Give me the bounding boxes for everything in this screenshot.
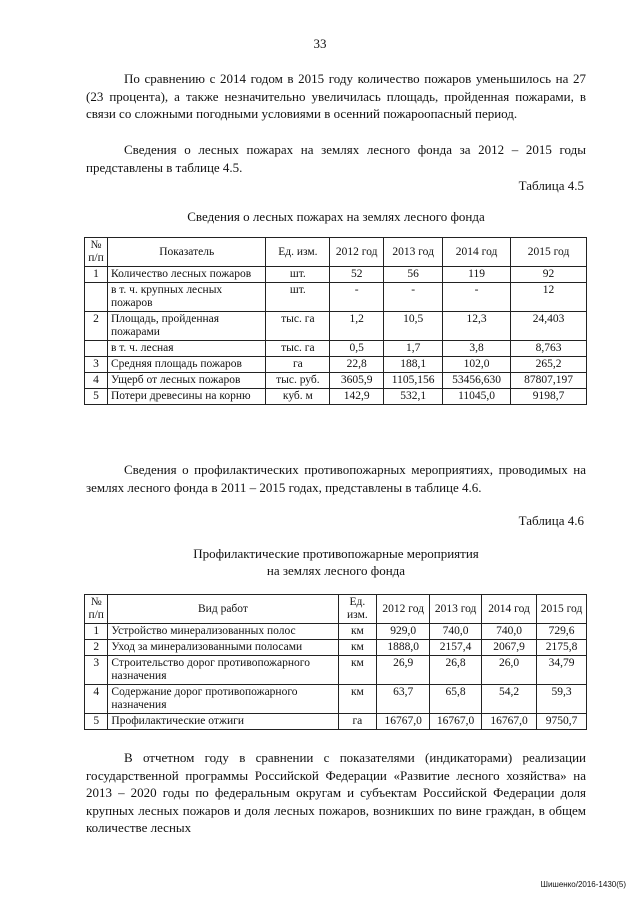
table-row — [85, 624, 587, 640]
value-2013-cell: 16767,0 — [430, 714, 482, 730]
header-work-type: Вид работ — [108, 595, 338, 624]
value-2015-cell: 87807,197 — [511, 373, 587, 389]
value-2014-cell: 740,0 — [482, 624, 537, 640]
paragraph-table-4-5-intro: Сведения о лесных пожарах на землях лесного фонда за 2012 – 2015 годы представлены в таблице 4.5. — [86, 142, 586, 175]
value-2012-cell: - — [330, 283, 384, 312]
table-row — [85, 640, 587, 656]
value-2015-cell: 12 — [511, 283, 587, 312]
value-2014-cell: 102,0 — [443, 357, 511, 373]
value-2013-cell: 2157,4 — [430, 640, 482, 656]
table-row — [85, 389, 587, 405]
row-num-cell: 5 — [85, 714, 108, 730]
value-2014-cell: - — [443, 283, 511, 312]
table-row — [85, 341, 587, 357]
value-2015-cell: 265,2 — [511, 357, 587, 373]
row-name-cell: Средняя площадь пожаров — [107, 357, 266, 373]
row-num-cell: 1 — [85, 267, 108, 283]
value-2013-cell: 1,7 — [384, 341, 443, 357]
row-name-cell: Количество лесных пожаров — [107, 267, 266, 283]
table-row — [85, 312, 587, 341]
value-2015-cell: 729,6 — [537, 624, 587, 640]
row-num-cell: 3 — [85, 357, 108, 373]
value-2014-cell: 26,0 — [482, 656, 537, 685]
page-number: 33 — [313, 36, 327, 51]
value-2013-cell: 26,8 — [430, 656, 482, 685]
value-2015-cell: 9750,7 — [537, 714, 587, 730]
value-2015-cell: 2175,8 — [537, 640, 587, 656]
paragraph-program-indicators: В отчетном году в сравнении с показателями (индикаторами) реализации государственной программы Российской Федерации «Развитие лесного хозяйства» на 2013 – 2020 годы по федеральным округам и субъектам Российской Федерации доля крупных лесных пожаров и доля лесных пожаров, возникших по вине граждан, в общем количестве лесных — [86, 750, 586, 835]
table-row — [85, 714, 587, 730]
row-name-cell: Потери древесины на корню — [107, 389, 266, 405]
value-2014-cell: 3,8 — [443, 341, 511, 357]
row-name-cell: Уход за минерализованными полосами — [108, 640, 338, 656]
value-2012-cell: 142,9 — [330, 389, 384, 405]
row-unit-cell: га — [266, 357, 330, 373]
table-row — [85, 373, 587, 389]
row-name-cell: Устройство минерализованных полос — [108, 624, 338, 640]
row-num-cell — [85, 341, 108, 357]
table-4-6-label: Таблица 4.6 — [518, 513, 584, 528]
table-row — [85, 283, 587, 312]
value-2015-cell: 34,79 — [537, 656, 587, 685]
value-2012-cell: 63,7 — [377, 685, 430, 714]
row-num-cell: 4 — [85, 685, 108, 714]
row-num-cell: 3 — [85, 656, 108, 685]
value-2014-cell: 16767,0 — [482, 714, 537, 730]
value-2012-cell: 0,5 — [330, 341, 384, 357]
header-2014: 2014 год — [482, 595, 537, 624]
value-2012-cell: 16767,0 — [377, 714, 430, 730]
value-2014-cell: 119 — [443, 267, 511, 283]
value-2013-cell: 740,0 — [430, 624, 482, 640]
forest-fires-table — [84, 237, 587, 405]
table-4-5-label: Таблица 4.5 — [518, 178, 584, 193]
row-num-cell: 4 — [85, 373, 108, 389]
value-2015-cell: 8,763 — [511, 341, 587, 357]
value-2015-cell: 59,3 — [537, 685, 587, 714]
value-2015-cell: 92 — [511, 267, 587, 283]
header-indicator: Показатель — [107, 238, 266, 267]
value-2013-cell: 56 — [384, 267, 443, 283]
table-header-row — [85, 238, 587, 267]
table-row — [85, 685, 587, 714]
header-2013: 2013 год — [430, 595, 482, 624]
row-name-cell: Ущерб от лесных пожаров — [107, 373, 266, 389]
row-num-cell: 2 — [85, 640, 108, 656]
row-num-cell — [85, 283, 108, 312]
fire-prevention-table — [84, 594, 587, 730]
table-row — [85, 267, 587, 283]
value-2015-cell: 24,403 — [511, 312, 587, 341]
paragraph-fires-comparison: По сравнению с 2014 годом в 2015 году количество пожаров уменьшилось на 27 (23 процента), а также незначительно увеличилась площадь, пройденная пожарами, в связи со сложными погодными условиями в осенний пожароопасный период. — [86, 71, 586, 121]
row-name-cell: Профилактические отжиги — [108, 714, 338, 730]
value-2013-cell: - — [384, 283, 443, 312]
header-unit: Ед. изм. — [266, 238, 330, 267]
row-name-cell: в т. ч. крупных лесных пожаров — [107, 283, 266, 312]
value-2013-cell: 10,5 — [384, 312, 443, 341]
row-unit-cell: км — [338, 640, 377, 656]
row-name-cell: Площадь, пройденная пожарами — [107, 312, 266, 341]
table-row — [85, 656, 587, 685]
paragraph-table-4-6-intro: Сведения о профилактических противопожарных мероприятиях, проводимых на землях лесного фонда в 2011 – 2015 годах, представлены в таблице 4.6. — [86, 462, 586, 495]
value-2012-cell: 26,9 — [377, 656, 430, 685]
table-4-5-title: Сведения о лесных пожарах на землях лесного фонда — [187, 209, 485, 224]
header-num: № п/п — [85, 595, 108, 624]
value-2013-cell: 188,1 — [384, 357, 443, 373]
value-2015-cell: 9198,7 — [511, 389, 587, 405]
row-unit-cell: км — [338, 624, 377, 640]
value-2014-cell: 12,3 — [443, 312, 511, 341]
value-2012-cell: 929,0 — [377, 624, 430, 640]
row-name-cell: в т. ч. лесная — [107, 341, 266, 357]
value-2012-cell: 1888,0 — [377, 640, 430, 656]
row-num-cell: 1 — [85, 624, 108, 640]
value-2013-cell: 1105,156 — [384, 373, 443, 389]
header-2013: 2013 год — [384, 238, 443, 267]
table-row — [85, 357, 587, 373]
value-2014-cell: 54,2 — [482, 685, 537, 714]
row-name-cell: Строительство дорог противопожарного назначения — [108, 656, 338, 685]
row-unit-cell: га — [338, 714, 377, 730]
row-num-cell: 2 — [85, 312, 108, 341]
value-2014-cell: 11045,0 — [443, 389, 511, 405]
row-unit-cell: тыс. га — [266, 312, 330, 341]
document-footer-code: Шишенко/2016-1430(5) — [540, 880, 626, 889]
row-unit-cell: шт. — [266, 267, 330, 283]
header-2014: 2014 год — [443, 238, 511, 267]
row-num-cell: 5 — [85, 389, 108, 405]
row-unit-cell: тыс. га — [266, 341, 330, 357]
header-2012: 2012 год — [377, 595, 430, 624]
row-unit-cell: шт. — [266, 283, 330, 312]
value-2013-cell: 532,1 — [384, 389, 443, 405]
value-2012-cell: 1,2 — [330, 312, 384, 341]
value-2012-cell: 3605,9 — [330, 373, 384, 389]
table-4-6-title-line2: на землях лесного фонда — [266, 563, 406, 578]
header-2015: 2015 год — [511, 238, 587, 267]
table-4-6-title-line1: Профилактические противопожарные мероприятия — [193, 546, 479, 561]
value-2013-cell: 65,8 — [430, 685, 482, 714]
header-num: № п/п — [85, 238, 108, 267]
row-name-cell: Содержание дорог противопожарного назначения — [108, 685, 338, 714]
header-unit: Ед. изм. — [338, 595, 377, 624]
row-unit-cell: км — [338, 685, 377, 714]
value-2012-cell: 22,8 — [330, 357, 384, 373]
row-unit-cell: тыс. руб. — [266, 373, 330, 389]
row-unit-cell: куб. м — [266, 389, 330, 405]
header-2015: 2015 год — [537, 595, 587, 624]
value-2014-cell: 53456,630 — [443, 373, 511, 389]
row-unit-cell: км — [338, 656, 377, 685]
value-2014-cell: 2067,9 — [482, 640, 537, 656]
header-2012: 2012 год — [330, 238, 384, 267]
table-header-row — [85, 595, 587, 624]
value-2012-cell: 52 — [330, 267, 384, 283]
